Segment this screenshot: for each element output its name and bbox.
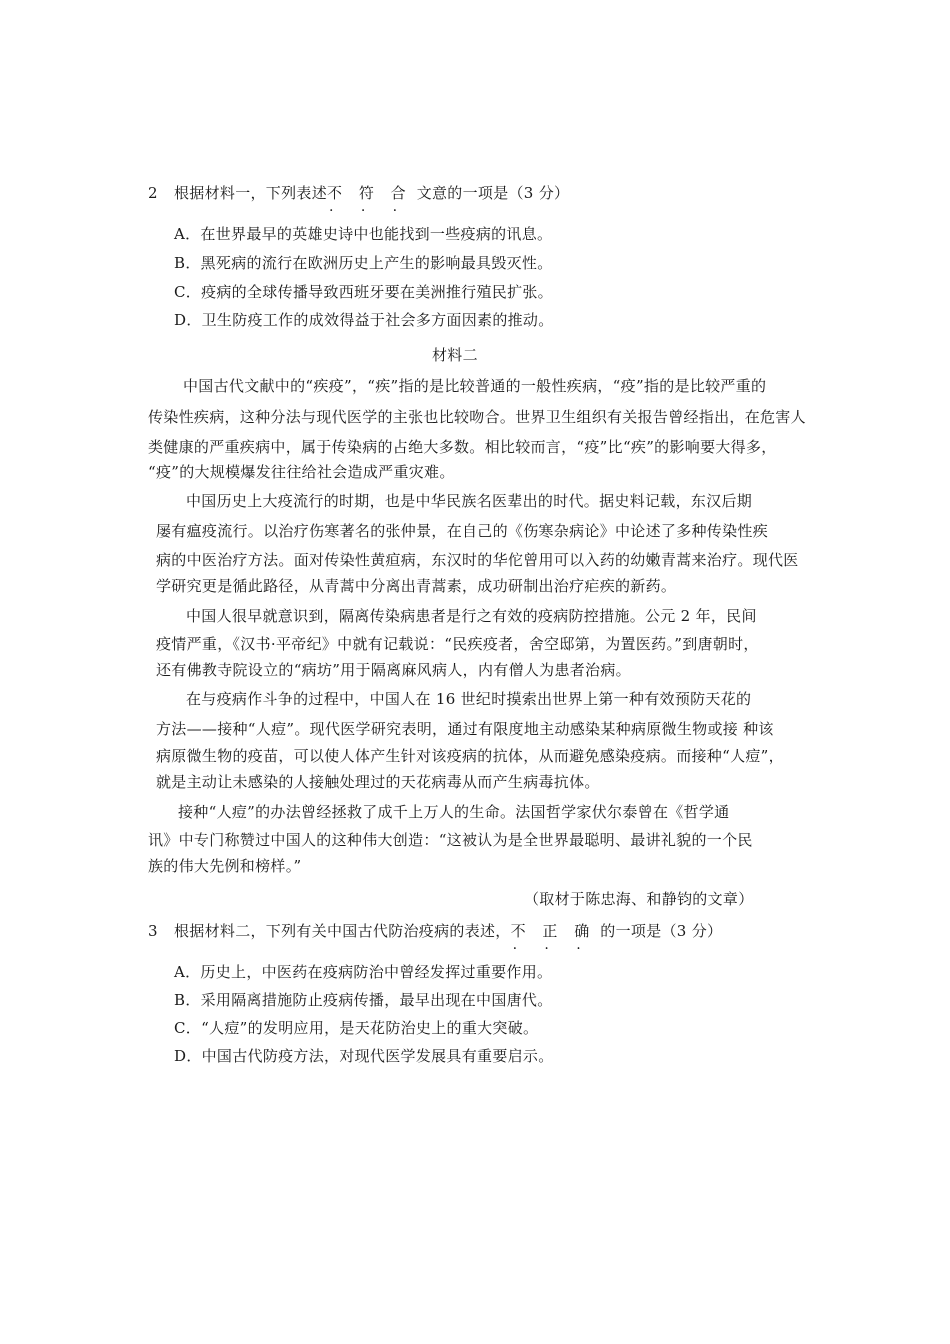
q2-stem bbox=[148, 183, 569, 203]
material2-source: （取材于陈忠海、和静钧的文章） bbox=[524, 890, 754, 908]
q3-option-d: D．中国古代防疫方法，对现代医学发展具有重要启示。 bbox=[174, 1047, 554, 1065]
material2-title: 材料二 bbox=[432, 346, 478, 364]
m2-line-14: 病原微生物的疫苗，可以使人体产生针对该疫病的抗体，从而避免感染疫病。而接种“人痘”， bbox=[156, 747, 784, 765]
q3-emph-2: 正 bbox=[542, 922, 564, 940]
q2-emph-3: 合 bbox=[390, 184, 412, 202]
m2-line-5: 中国历史上大疫流行的时期，也是中华民族名医辈出的时代。据史料记载，东汉后期 bbox=[186, 492, 753, 510]
q2-option-c: C．疫病的全球传播导致西班牙要在美洲推行殖民扩张。 bbox=[174, 283, 553, 301]
m2-line-17: 讯》中专门称赞过中国人的这种伟大创造：“这被认为是全世界最聪明、最讲礼貌的一个民 bbox=[148, 831, 753, 849]
q2-stem-after: 文意的一项是（3 分） bbox=[416, 184, 570, 202]
q3-stem bbox=[148, 921, 722, 941]
m2-line-9: 中国人很早就意识到，隔离传染病患者是行之有效的疫病防控措施。公元 2 年，民间 bbox=[186, 607, 757, 625]
q3-stem-after: 的一项是（3 分） bbox=[600, 922, 723, 940]
q3-emph-1: 不 bbox=[510, 922, 532, 940]
q2-emph-1: 不 bbox=[327, 184, 349, 202]
m2-line-6: 屡有瘟疫流行。以治疗伤寒著名的张仲景，在自己的《伤寒杂病论》中论述了多种传染性疾 bbox=[156, 522, 769, 540]
m2-line-11: 还有佛教寺院设立的“病坊”用于隔离麻风病人，内有僧人为患者治病。 bbox=[156, 661, 631, 679]
q3-number: 3 bbox=[148, 922, 158, 940]
m2-line-15: 就是主动让未感染的人接触处理过的天花病毒从而产生病毒抗体。 bbox=[156, 773, 600, 791]
m2-line-10: 疫情严重，《汉书·平帝纪》中就有记载说：“民疾疫者，舍空邸第，为置医药。”到唐朝时， bbox=[156, 635, 759, 653]
q3-option-b: B．采用隔离措施防止疫病传播，最早出现在中国唐代。 bbox=[174, 991, 553, 1009]
q3-option-a: A．历史上，中医药在疫病防治中曾经发挥过重要作用。 bbox=[174, 963, 553, 981]
q3-stem-before: 根据材料二，下列有关中国古代防治疫病的表述， bbox=[174, 922, 511, 940]
m2-line-2: 传染性疾病，这种分法与现代医学的主张也比较吻合。世界卫生组织有关报告曾经指出，在危害人 bbox=[148, 408, 806, 426]
m2-line-12: 在与疫病作斗争的过程中，中国人在 16 世纪时摸索出世界上第一种有效预防天花的 bbox=[186, 690, 752, 708]
q2-emph-2: 符 bbox=[358, 184, 380, 202]
q2-option-d: D．卫生防疫工作的成效得益于社会多方面因素的推动。 bbox=[174, 311, 554, 329]
q3-emph-3: 确 bbox=[574, 922, 596, 940]
m2-line-4: “疫”的大规模爆发往往给社会造成严重灾难。 bbox=[148, 463, 455, 481]
q2-option-a: A．在世界最早的英雄史诗中也能找到一些疫病的讯息。 bbox=[174, 225, 553, 243]
m2-line-16: 接种“人痘”的办法曾经拯救了成千上万人的生命。法国哲学家伏尔泰曾在《哲学通 bbox=[178, 803, 730, 821]
m2-line-8: 学研究更是循此路径，从青蒿中分离出青蒿素，成功研制出治疗疟疾的新药。 bbox=[156, 577, 677, 595]
m2-line-1: 中国古代文献中的“疾疫”，“疾”指的是比较普通的一般性疾病，“疫”指的是比较严重的 bbox=[183, 377, 767, 395]
q3-option-c: C．“人痘”的发明应用，是天花防治史上的重大突破。 bbox=[174, 1019, 539, 1037]
m2-line-7: 病的中医治疗方法。面对传染性黄疸病，东汉时的华佗曾用可以入药的幼嫩青蒿来治疗。现代医 bbox=[156, 551, 799, 569]
q2-stem-before: 根据材料一，下列表述 bbox=[174, 184, 328, 202]
q2-option-b: B．黑死病的流行在欧洲历史上产生的影响最具毁灭性。 bbox=[174, 254, 553, 272]
m2-line-18: 族的伟大先例和榜样。” bbox=[148, 857, 302, 875]
m2-line-3: 类健康的严重疾病中，属于传染病的占绝大多数。相比较而言，“疫”比“疾”的影响要大得多， bbox=[148, 438, 777, 456]
q2-number: 2 bbox=[148, 184, 158, 202]
m2-line-13: 方法——接种“人痘”。现代医学研究表明，通过有限度地主动感染某种病原微生物或接 种该 bbox=[156, 720, 774, 738]
